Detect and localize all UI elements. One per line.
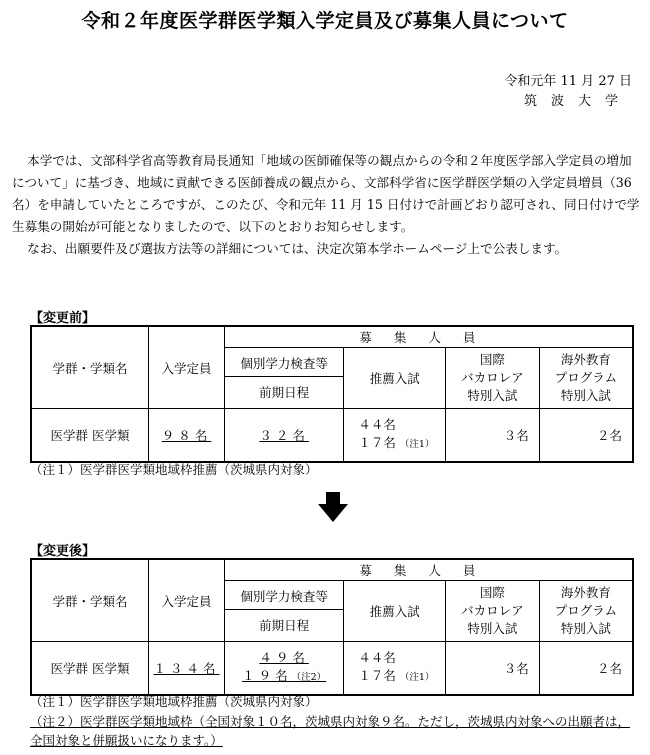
header-recruitment: 募集人員 (224, 326, 633, 348)
after-suisen-line2: １７名 （注1） (358, 668, 435, 683)
header-kaigai (539, 581, 633, 642)
intro-paragraph: 本学では、文部科学省高等教育局長通知「地域の医師確保等の観点からの令和２年度医学部入学定員の増加について」に基づき、地域に貢献できる医師養成の観点から、文部科学省に医学群医学類の入学定員増員（36 名）を申請していたところですが、このたび、令和元年 11 月 15 日付けで計画どおり認可され、同日付けで学生募集の開始が可能となりましたので、以下のとおりお知らせします。 (12, 153, 640, 234)
header-kobetsu (224, 581, 344, 642)
header-suisen: 推薦入試 (344, 348, 446, 409)
header-kaigai-line2: プログラム (554, 370, 618, 385)
page-title: 令和２年度医学群医学類入学定員及び募集人員について (81, 10, 569, 32)
header-kobetsu-top: 個別学力検査等 (225, 350, 344, 377)
header-kaigai (539, 348, 633, 409)
before-table (30, 325, 634, 463)
before-capacity-cell (149, 409, 225, 463)
before-group: 医学群 医学類 (31, 409, 149, 463)
date: 令和元年 11 月 27 日 (504, 74, 632, 89)
header-suisen: 推薦入試 (344, 581, 446, 642)
header-ib-line3: 特別入試 (467, 388, 518, 403)
before-ib: ３名 (446, 409, 540, 463)
header-ib-line3: 特別入試 (467, 621, 518, 636)
after-note1: （注１）医学群医学類地域枠推薦（茨城県内対象） (30, 694, 318, 709)
before-suisen-line2: １７名 （注1） (358, 435, 435, 450)
after-group: 医学群 医学類 (31, 642, 149, 696)
before-capacity: ９８名 (161, 428, 212, 443)
header-ib-line1: 国際 (479, 352, 505, 367)
header-group: 学群・学類名 (31, 559, 149, 642)
after-kobetsu-line1: ４９名 (259, 650, 309, 665)
after-label: 【変更後】 (30, 544, 96, 559)
before-kobetsu-cell (224, 409, 344, 463)
note-paragraph: なお、出願要件及び選抜方法等の詳細については、決定次第本学ホームページ上で公表します。 (27, 241, 568, 256)
header-ib (446, 581, 540, 642)
header-recruitment: 募集人員 (224, 559, 633, 581)
after-capacity: １３４名 (153, 661, 220, 676)
header-kaigai-line3: 特別入試 (560, 621, 611, 636)
before-label: 【変更前】 (30, 311, 96, 326)
header-ib-line1: 国際 (479, 585, 505, 600)
before-note1: （注１）医学群医学類地域枠推薦（茨城県内対象） (30, 462, 318, 477)
header-kaigai-line3: 特別入試 (560, 388, 611, 403)
header-kaigai-line1: 海外教育 (560, 352, 611, 367)
after-suisen-note: （注1） (399, 672, 435, 683)
header-ib-line2: バカロレア (461, 370, 524, 385)
header-kobetsu (224, 348, 344, 409)
header-capacity: 入学定員 (149, 559, 225, 642)
after-kobetsu-note: （注2） (291, 672, 327, 683)
after-table (30, 558, 634, 696)
before-kaigai: ２名 (539, 409, 633, 463)
header-group: 学群・学類名 (31, 326, 149, 409)
before-suisen-line1: ４４名 (358, 417, 396, 432)
before-kobetsu: ３２名 (259, 428, 309, 443)
header-kobetsu-top: 個別学力検査等 (225, 583, 344, 610)
header-ib (446, 348, 540, 409)
header-kaigai-line2: プログラム (554, 603, 618, 618)
header-ib-line2: バカロレア (461, 603, 524, 618)
after-note2: （注２）医学群医学類地域枠（全国対象１０名，茨城県内対象９名。ただし，茨城県内対象への出願者は，全国対象と併願扱いになります。） (30, 714, 631, 748)
after-suisen (344, 642, 446, 696)
before-suisen (344, 409, 446, 463)
before-suisen-note: （注1） (399, 439, 435, 450)
after-kobetsu-line2: １９名（注2） (242, 668, 327, 683)
after-ib: ３名 (446, 642, 540, 696)
after-kobetsu-cell (224, 642, 344, 696)
after-capacity-cell (149, 642, 225, 696)
after-suisen-line1: ４４名 (358, 650, 396, 665)
after-kaigai: ２名 (539, 642, 633, 696)
down-arrow-icon (318, 492, 348, 522)
header-capacity: 入学定員 (149, 326, 225, 409)
header-kobetsu-bottom: 前期日程 (259, 384, 310, 400)
header-kaigai-line1: 海外教育 (560, 585, 611, 600)
organization: 筑波大学 (523, 94, 632, 109)
header-kobetsu-bottom: 前期日程 (259, 617, 310, 633)
